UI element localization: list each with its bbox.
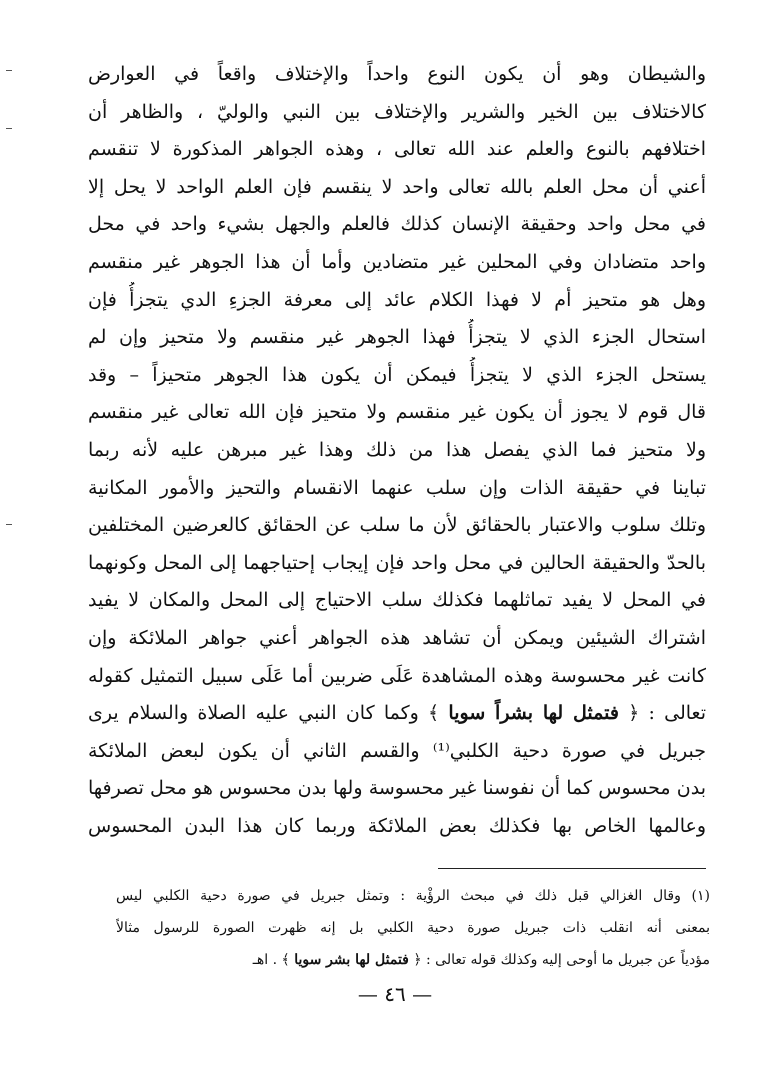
text-line: اختلافهم بالنوع والعلم عند الله تعالى ، وهذه الجواهر المذكورة لا تنقسم [88,138,706,161]
text-line: وهل هو متحيز أم لا فهذا الكلام عائد إلى معرفة الجزءِ الدي يتجزأُ فإن [88,288,706,311]
text-line: في المحل لا يفيد تماثلهما فكذلك سلب الاحتياج إلى المحل والمكان لا يفيد [88,589,706,612]
main-text [88,56,706,845]
scan-margin-mark [6,128,12,129]
text-line: بدن محسوس كما أن نفوسنا غير محسوسة ولها بدن محسوس هو محل تصرفها [88,777,706,800]
text-line-quran-citation [88,695,706,733]
text-line: وتلك سلوب والاعتبار بالحقائق لأن ما سلب عن الحقائق كالعرضين المختلفين [88,514,706,537]
text-line: واحد متضادان وفي المحلين غير متضادين وأما أن هذا الجوهر غير منقسم [88,250,706,273]
footnotes [116,880,710,976]
text-segment: مؤدياً عن جبريل ما أوحى إليه وكذلك قوله تعالى : ﴿ [408,952,710,968]
text-line: والشيطان وهو أن يكون النوع واحداً والإختلاف واقعاً في العوارض [88,63,706,85]
text-line: ولا متحيز فما الذي يفصل هذا من ذلك وهذا غير مبرهن عليه لأنه ربما [88,438,706,461]
text-segment: ﴾ وكما كان النبي عليه الصلاة والسلام يرى [88,702,449,725]
footnote-separator [438,868,706,869]
scan-margin-mark [6,70,12,71]
text-line: في محل واحد وحقيقة الإنسان كذلك فالعلم والجهل بشيء واحد في محل [88,213,706,236]
text-line: كانت غير محسوسة وهذه المشاهدة عَلَى ضربين أما عَلَى سبيل التمثيل كقوله [88,664,706,687]
text-line: كالاختلاف بين الخير والشرير والإختلاف بين النبي والوليّ ، والظاهر أن [88,100,706,123]
page-number: — ٤٦ — [357,982,433,1006]
quran-verse: فتمثل لها بشر سويا [294,952,409,968]
text-line: وعالمها الخاص بها فكذلك بعض الملائكة وربما كان هذا البدن المحسوس [88,814,706,837]
quran-verse: فتمثل لها بشراً سويا [448,702,619,725]
text-line: قال قوم لا يجوز أن يكون غير منقسم ولا متحيز فإن الله تعالى غير منقسم [88,401,706,424]
text-line: استحال الجزء الذي لا يتجزأُ فهذا الجوهر غير منقسم ولا متحيز وإن لم [88,326,706,349]
text-line: بالحدّ والحقيقة الحالين في محل واحد فإن إيجاب إحتياجهما إلى المحل وكونهما [88,551,706,574]
text-line: تباينا في حقيقة الذات وإن سلب عنهما الانقسام والتحيز والأمور المكانية [88,476,706,499]
text-line: أعني أن محل العلم بالله تعالى واحد لا ينقسم فإن العلم الواحد لا يحل إلا [88,175,706,198]
text-line: اشتراك الشيئين ويمكن أن تشاهد هذه الجواهر أعني جواهر الملائكة وإن [88,626,706,649]
text-segment: تعالى : ﴿ [618,702,706,725]
footnote-line [116,944,710,976]
text-line: يستحل الجزء الذي لا يتجزأُ فيمكن أن يكون هذا الجوهر متحيزاً – وقد [88,363,706,386]
footnote-line: (١) وقال الغزالي قبل ذلك في مبحث الرؤْية : وتمثل جبريل في صورة دحية الكلبي ليس [116,888,710,904]
scan-margin-mark [6,524,12,525]
text-segment: ﴾ . اهـ [252,952,295,968]
text-line: جبريل في صورة دحية الكلبي⁽¹⁾ والقسم الثاني أن يكون لبعض الملائكة [88,739,706,762]
footnote-line: بمعنى أنه انقلب ذات جبريل صورة دحية الكلبي بل إنه ظهرت الصورة للرسول مثالاً [116,920,710,936]
